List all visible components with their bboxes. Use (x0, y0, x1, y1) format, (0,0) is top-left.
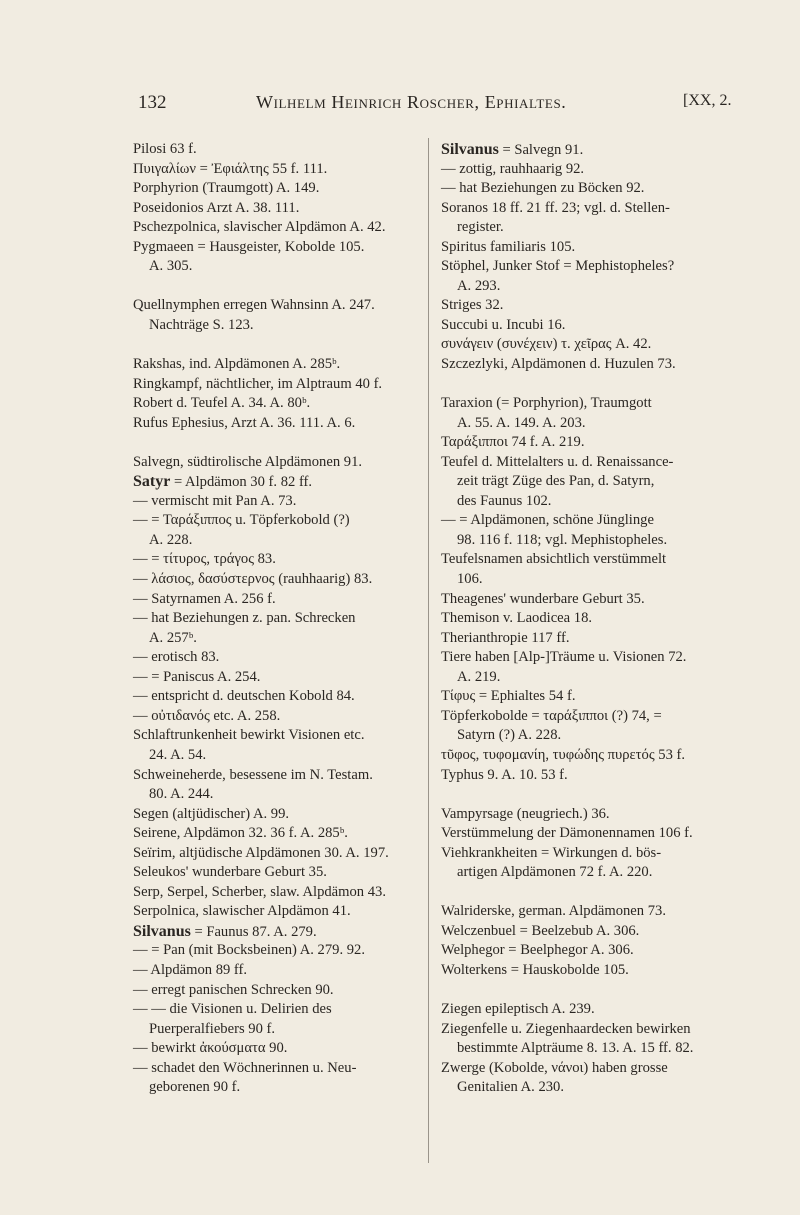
index-entry: Ταράξιπποι 74 f. A. 219. (441, 434, 585, 451)
index-entry: — zottig, rauhhaarig 92. (441, 160, 585, 177)
index-entry: register. (457, 219, 504, 236)
index-entry: 80. A. 244. (149, 786, 214, 803)
column-divider (428, 138, 429, 1163)
index-entry: Rufus Ephesius, Arzt A. 36. 111. A. 6. (133, 414, 356, 431)
index-gap (441, 981, 741, 1001)
index-entry: — bewirkt ἀκούσματα 90. (133, 1040, 288, 1057)
running-title: Wilhelm Heinrich Roscher, Ephialtes. (256, 92, 567, 112)
index-entry: Welczenbuel = Beelzebub A. 306. (441, 922, 640, 939)
index-entry: συνάγειν (συνέχειν) τ. χεῖρας A. 42. (441, 336, 652, 353)
index-entry: 98. 116 f. 118; vgl. Mephistopheles. (457, 531, 668, 548)
index-entry: Poseidonios Arzt A. 38. 111. (133, 199, 300, 216)
index-entry: zeit trägt Züge des Pan, d. Satyrn, (457, 473, 655, 490)
index-entry: Tiere haben [Alp-]Träume u. Visionen 72. (441, 649, 687, 666)
page-header (0, 92, 800, 122)
index-entry: — λάσιος, δασύστερνος (rauhhaarig) 83. (133, 571, 373, 588)
index-entry: Pschezpolnica, slavischer Alpdämon A. 42. (133, 219, 386, 236)
index-entry: Walriderske, german. Alpdämonen 73. (441, 903, 666, 920)
index-entry: Seïrim, altjüdische Alpdämonen 30. A. 197. (133, 844, 389, 861)
index-entry: — Satyrnamen A. 256 f. (133, 590, 276, 607)
index-entry: — = Ταράξιππος u. Töpferkobold (?) (133, 512, 350, 529)
index-entry: Pilosi 63 f. (133, 141, 197, 157)
index-entry: Striges 32. (441, 297, 504, 314)
index-entry: Puerperalfiebers 90 f. (149, 1020, 276, 1037)
index-entry: Typhus 9. A. 10. 53 f. (441, 766, 568, 783)
index-entry: Wolterkens = Hauskobolde 105. (441, 961, 629, 978)
index-entry: 106. (457, 571, 483, 588)
index-entry: Silvanus = Faunus 87. A. 279. (133, 922, 317, 940)
index-entry: — = τίτυρος, τράγος 83. (133, 551, 276, 568)
index-entry: — = Alpdämonen, schöne Jünglinge (441, 512, 654, 529)
index-entry: Satyr = Alpdämon 30 f. 82 ff. (133, 473, 313, 491)
index-entry: — οὐτιδανός etc. A. 258. (133, 707, 281, 724)
index-entry: Succubi u. Incubi 16. (441, 316, 566, 333)
index-entry: τῦφος, τυφομανίη, τυφώδης πυρετός 53 f. (441, 746, 686, 763)
index-entry: Serpolnica, slawischer Alpdämon 41. (133, 903, 351, 920)
index-entry: Szczezlyki, Alpdämonen d. Huzulen 73. (441, 356, 676, 373)
index-entry: Schlaftrunkenheit bewirkt Visionen etc. (133, 727, 365, 744)
index-entry: Teufel d. Mittelalters u. d. Renaissance- (441, 453, 674, 470)
index-entry: 24. A. 54. (149, 746, 207, 763)
index-entry: — vermischt mit Pan A. 73. (133, 492, 297, 509)
index-entry: Salvegn, südtirolische Alpdämonen 91. (133, 453, 363, 470)
index-entry: Ringkampf, nächtlicher, im Alptraum 40 f. (133, 375, 383, 392)
index-entry: Seirene, Alpdämon 32. 36 f. A. 285ᵇ. (133, 825, 348, 842)
index-entry: Serp, Serpel, Scherber, slaw. Alpdämon 43. (133, 883, 386, 900)
index-entry: des Faunus 102. (457, 492, 552, 509)
index-entry: Therianthropie 117 ff. (441, 629, 570, 646)
index-gap (441, 883, 741, 903)
index-gap (441, 785, 741, 805)
index-entry: Schweineherde, besessene im N. Testam. (133, 766, 373, 783)
index-entry: — hat Beziehungen z. pan. Schrecken (133, 610, 356, 627)
index-gap (133, 277, 421, 297)
index-entry: Nachträge S. 123. (149, 316, 254, 333)
index-entry: geborenen 90 f. (149, 1079, 241, 1096)
page-number: 132 (138, 92, 167, 113)
index-entry: — = Paniscus A. 254. (133, 668, 261, 685)
index-column-left (133, 140, 421, 1098)
index-entry: — erotisch 83. (133, 649, 220, 666)
index-entry: bestimmte Alpträume 8. 13. A. 15 ff. 82. (457, 1040, 694, 1057)
index-column-right (441, 140, 741, 1098)
index-entry: Stöphel, Junker Stof = Mephistopheles? (441, 258, 675, 275)
index-entry: Zwerge (Kobolde, νάνοι) haben grosse (441, 1059, 668, 1076)
index-entry: A. 293. (457, 277, 501, 294)
index-entry: Rakshas, ind. Alpdämonen A. 285ᵇ. (133, 356, 341, 373)
index-entry: Silvanus = Salvegn 91. (441, 141, 584, 158)
index-entry: A. 305. (149, 258, 193, 275)
index-entry: Ziegenfelle u. Ziegenhaardecken bewirken (441, 1020, 691, 1037)
index-entry: — = Pan (mit Bocksbeinen) A. 279. 92. (133, 942, 365, 959)
index-entry: Teufelsnamen absichtlich verstümmelt (441, 551, 667, 568)
index-entry: Spiritus familiaris 105. (441, 238, 576, 255)
index-entry: Soranos 18 ff. 21 ff. 23; vgl. d. Stellen- (441, 199, 670, 216)
index-entry: — hat Beziehungen zu Böcken 92. (441, 180, 645, 197)
index-entry: Pygmaeen = Hausgeister, Kobolde 105. (133, 238, 365, 255)
index-entry: Viehkrankheiten = Wirkungen d. bös- (441, 844, 662, 861)
index-entry: A. 55. A. 149. A. 203. (457, 414, 586, 431)
index-entry: Τίφυς = Ephialtes 54 f. (441, 688, 576, 705)
section-marker: [XX, 2. (683, 92, 732, 109)
index-entry: Quellnymphen erregen Wahnsinn A. 247. (133, 297, 375, 314)
index-entry: Taraxion (= Porphyrion), Traumgott (441, 395, 652, 412)
index-entry: Töpferkobolde = ταράξιπποι (?) 74, = (441, 707, 662, 724)
index-entry: Πυιγαλίων = Ἐφιάλτης 55 f. 111. (133, 160, 328, 177)
index-entry: Theagenes' wunderbare Geburt 35. (441, 590, 645, 607)
index-entry: — entspricht d. deutschen Kobold 84. (133, 688, 355, 705)
index-entry: A. 257ᵇ. (149, 629, 197, 646)
index-entry: Satyrn (?) A. 228. (457, 727, 562, 744)
index-entry: Welphegor = Beelphegor A. 306. (441, 942, 634, 959)
index-entry: Vampyrsage (neugriech.) 36. (441, 805, 610, 822)
index-entry: — schadet den Wöchnerinnen u. Neu- (133, 1059, 357, 1076)
index-entry: Themison v. Laodicea 18. (441, 610, 593, 627)
index-gap (441, 375, 741, 395)
index-entry: A. 219. (457, 668, 501, 685)
index-gap (133, 335, 421, 355)
index-entry: — Alpdämon 89 ff. (133, 961, 248, 978)
index-entry: Ziegen epileptisch A. 239. (441, 1001, 595, 1018)
index-entry: — erregt panischen Schrecken 90. (133, 981, 334, 998)
index-entry: Genitalien A. 230. (457, 1079, 565, 1096)
index-entry: Seleukos' wunderbare Geburt 35. (133, 864, 327, 881)
index-gap (133, 433, 421, 453)
index-entry: Verstümmelung der Dämonennamen 106 f. (441, 825, 693, 842)
index-entry: Porphyrion (Traumgott) A. 149. (133, 180, 320, 197)
index-entry: Robert d. Teufel A. 34. A. 80ᵇ. (133, 395, 311, 412)
index-entry: artigen Alpdämonen 72 f. A. 220. (457, 864, 653, 881)
index-entry: Segen (altjüdischer) A. 99. (133, 805, 290, 822)
index-entry: A. 228. (149, 531, 193, 548)
index-entry: — — die Visionen u. Delirien des (133, 1001, 332, 1018)
